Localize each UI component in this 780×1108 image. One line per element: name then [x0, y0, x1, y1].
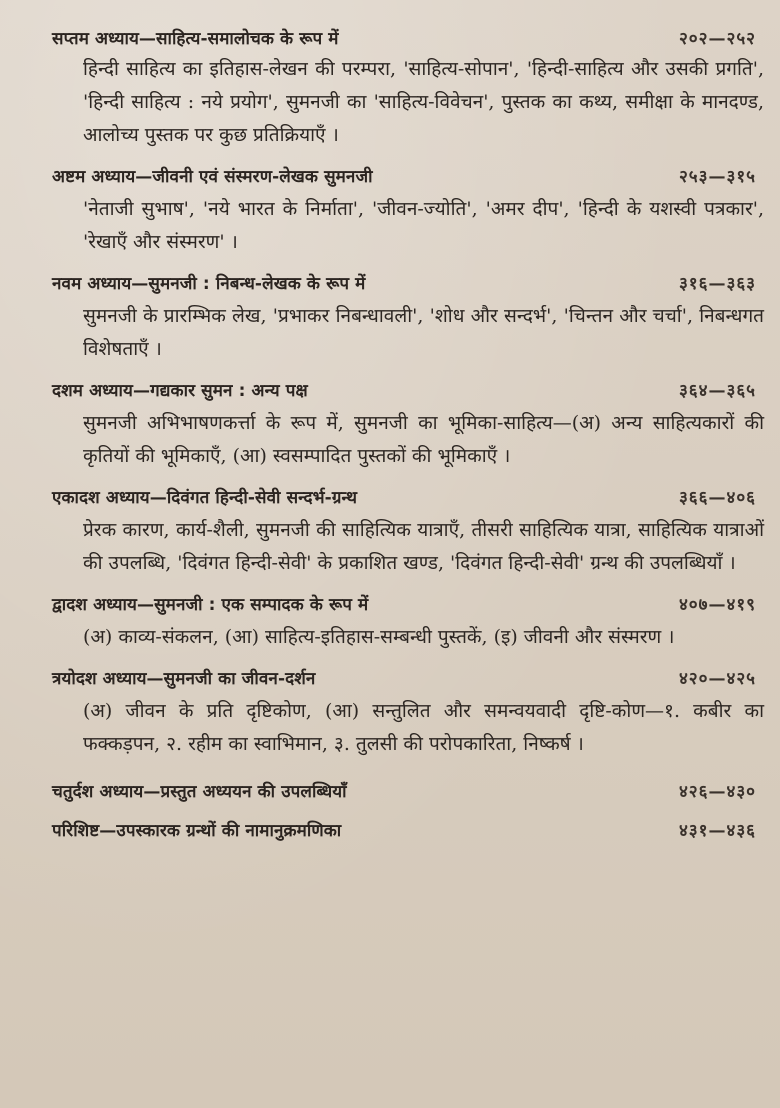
- toc-entry-header: [52, 779, 764, 802]
- chapter-description: सुमनजी अभिभाषणकर्त्ता के रूप में, सुमनजी का भूमिका-साहित्य—(अ) अन्य साहित्यकारों की कृतियों की भूमिकाएँ, (आ) स्वसम्पादित पुस्तकों की भूमिकाएँ ।: [83, 412, 764, 467]
- toc-entry-chapter-14: [52, 779, 764, 802]
- chapter-description: सुमनजी के प्रारम्भिक लेख, 'प्रभाकर निबन्धावली', 'शोध और सन्दर्भ', 'चिन्तन और चर्चा', निबन्धगत विशेषताएँ ।: [83, 305, 764, 360]
- chapter-description: (अ) जीवन के प्रति दृष्टिकोण, (आ) सन्तुलित और समन्वयवादी दृष्टि-कोण—१. कबीर का फक्कड़पन, २. रहीम का स्वाभिमान, ३. तुलसी की परोपकारिता, निष्कर्ष ।: [83, 700, 764, 755]
- toc-entry-header: [52, 164, 764, 187]
- chapter-title: द्वादश अध्याय—सुमनजी : एक सम्पादक के रूप में: [52, 595, 369, 615]
- toc-entry-header: [52, 485, 764, 508]
- chapter-title: अष्टम अध्याय—जीवनी एवं संस्मरण-लेखक सुमनजी: [52, 167, 373, 187]
- chapter-page-range: २०२—२५२: [678, 29, 756, 49]
- toc-entry-chapter-11: [52, 485, 764, 580]
- chapter-description: हिन्दी साहित्य का इतिहास-लेखन की परम्परा, 'साहित्य-सोपान', 'हिन्दी-साहित्य और उसकी प्रगति', 'हिन्दी साहित्य : नये प्रयोग', सुमनजी का 'साहित्य-विवेचन', पुस्तक का कथ्य, समीक्षा के मानदण्ड, आलोच्य पुस्तक पर कुछ प्रतिक्रियाएँ ।: [83, 58, 764, 146]
- toc-entry-appendix: [52, 818, 764, 841]
- chapter-title: दशम अध्याय—गद्यकार सुमन : अन्य पक्ष: [52, 381, 308, 401]
- toc-entry-chapter-7: [52, 26, 764, 152]
- chapter-description: प्रेरक कारण, कार्य-शैली, सुमनजी की साहित्यिक यात्राएँ, तीसरी साहित्यिक यात्रा, साहित्यिक यात्राओं की उपलब्धि, 'दिवंगत हिन्दी-सेवी' के प्रकाशित खण्ड, 'दिवंगत हिन्दी-सेवी' ग्रन्थ की उपलब्धियाँ ।: [83, 519, 764, 574]
- chapter-title: परिशिष्ट—उपस्कारक ग्रन्थों की नामानुक्रमणिका: [52, 821, 342, 841]
- chapter-title: त्रयोदश अध्याय—सुमनजी का जीवन-दर्शन: [52, 669, 316, 689]
- toc-entry-chapter-13: [52, 666, 764, 761]
- toc-entry-header: [52, 818, 764, 841]
- chapter-page-range: ४०७—४१९: [678, 595, 756, 615]
- toc-entry-header: [52, 26, 764, 49]
- chapter-page-range: ३६६—४०६: [678, 488, 756, 508]
- toc-entry-header: [52, 271, 764, 294]
- chapter-page-range: २५३—३१५: [678, 167, 756, 187]
- chapter-title: एकादश अध्याय—दिवंगत हिन्दी-सेवी सन्दर्भ-ग्रन्थ: [52, 488, 358, 508]
- chapter-title: चतुर्दश अध्याय—प्रस्तुत अध्ययन की उपलब्धियाँ: [52, 782, 347, 802]
- chapter-title: सप्तम अध्याय—साहित्य-समालोचक के रूप में: [52, 29, 339, 49]
- chapter-page-range: ४२०—४२५: [678, 669, 756, 689]
- toc-entry-chapter-10: [52, 378, 764, 473]
- toc-entry-chapter-8: [52, 164, 764, 259]
- chapter-page-range: ३६४—३६५: [678, 381, 756, 401]
- chapter-page-range: ४३१—४३६: [678, 821, 756, 841]
- toc-entry-chapter-9: [52, 271, 764, 366]
- chapter-page-range: ३१६—३६३: [678, 274, 756, 294]
- chapter-description: 'नेताजी सुभाष', 'नये भारत के निर्माता', 'जीवन-ज्योति', 'अमर दीप', 'हिन्दी के यशस्वी पत्रकार', 'रेखाएँ और संस्मरण' ।: [83, 198, 764, 253]
- chapter-title: नवम अध्याय—सुमनजी : निबन्ध-लेखक के रूप में: [52, 274, 366, 294]
- toc-entry-chapter-12: [52, 592, 764, 654]
- chapter-description: (अ) काव्य-संकलन, (आ) साहित्य-इतिहास-सम्बन्धी पुस्तकें, (इ) जीवनी और संस्मरण ।: [83, 626, 675, 648]
- chapter-page-range: ४२६—४३०: [678, 782, 756, 802]
- toc-entry-header: [52, 378, 764, 401]
- toc-entry-header: [52, 666, 764, 689]
- toc-entry-header: [52, 592, 764, 615]
